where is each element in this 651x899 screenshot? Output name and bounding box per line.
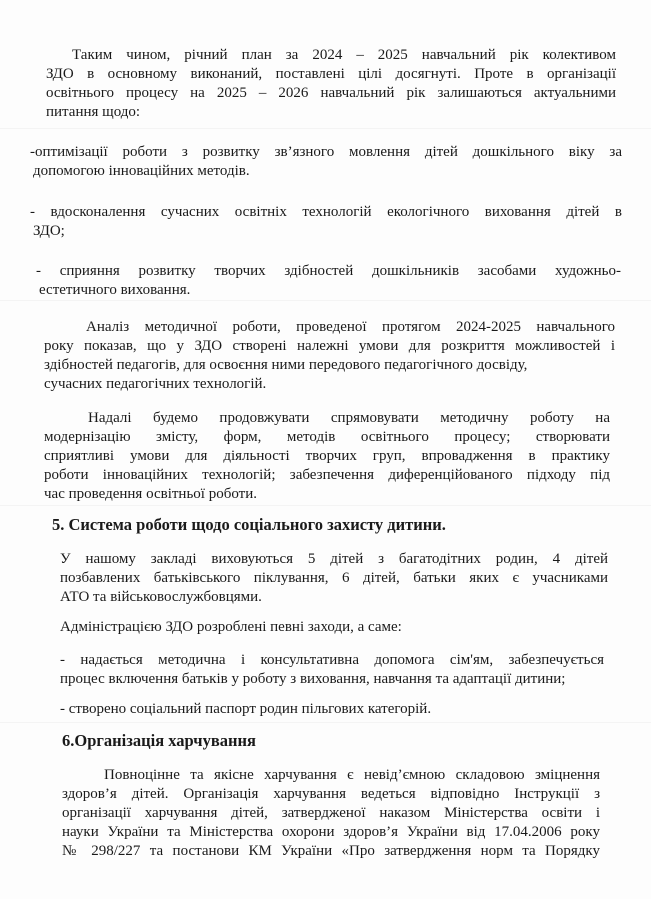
- text-line: -оптимізації роботи з розвитку зв’язного мовлення дітей дошкільного віку за: [30, 144, 622, 160]
- text-line: допомогою інноваційних методів.: [33, 163, 250, 179]
- text-line: - створено соціальний паспорт родин пільгових категорій.: [60, 701, 432, 717]
- text-line: Таким чином, річний план за 2024 – 2025 навчальний рік колективом: [72, 47, 616, 63]
- paragraph-methodical-analysis: [44, 318, 615, 394]
- scan-artifact: [0, 300, 651, 301]
- text-line: позбавлених батьківського піклування, 6 дітей, батьки яких є учасниками: [60, 570, 608, 586]
- list-item-consultation: [60, 651, 604, 689]
- paragraph-summary: [46, 46, 616, 122]
- section-heading-nutrition: 6.Організація харчування: [62, 731, 256, 750]
- text-line: АТО та військовослужбовцями.: [60, 589, 262, 605]
- paragraph-nutrition: [62, 766, 600, 861]
- text-line: Надалі будемо продовжувати спрямовувати методичну роботу на: [88, 410, 610, 426]
- text-line: - сприяння розвитку творчих здібностей дошкільників засобами художньо-: [36, 263, 621, 279]
- text-line: Аналіз методичної роботи, проведеної протягом 2024-2025 навчального: [86, 319, 615, 335]
- text-line: освітнього процесу на 2025 – 2026 навчальний рік залишаються актуальними: [46, 85, 616, 101]
- text-line: Повноцінне та якісне харчування є невід’ємною складовою зміцнення: [104, 767, 600, 783]
- text-line: ЗДО;: [33, 223, 65, 239]
- text-line: сприятливі умови для діяльності творчих груп, впровадження в практику: [44, 448, 610, 464]
- list-item-ecology: [30, 203, 622, 241]
- text-line: року показав, що у ЗДО створені належні умови для розкриття можливостей і: [44, 338, 615, 354]
- text-line: естетичного виховання.: [39, 282, 191, 298]
- text-line: У нашому закладі виховуються 5 дітей з багатодітних родин, 4 дітей: [60, 551, 608, 567]
- paragraph-children-categories: [60, 550, 608, 607]
- text-line: ЗДО в основному виконаний, поставлені цілі досягнуті. Проте в організації: [46, 66, 616, 82]
- scan-artifact: [0, 722, 651, 723]
- text-line: модернізацію змісту, форм, методів освітнього процесу; створювати: [44, 429, 610, 445]
- text-line: - надається методична і консультативна допомога сім'ям, забезпечується: [60, 652, 604, 668]
- text-line: № 298/227 та постанови КМ України «Про затвердження норм та Порядку: [62, 843, 600, 859]
- text-line: здібностей педагогів, для освоєння ними передового педагогічного досвіду,: [44, 357, 528, 373]
- section-heading-social-protection: 5. Система роботи щодо соціального захисту дитини.: [52, 515, 446, 534]
- text-line: здоров’я дітей. Організація харчування ведеться відповідно Інструкції з: [62, 786, 600, 802]
- text-line: організації харчування дітей, затвердженої наказом Міністерства освіти і: [62, 805, 600, 821]
- paragraph-future-plans: [44, 409, 610, 504]
- text-line: питання щодо:: [46, 104, 141, 120]
- list-item-creativity: [36, 262, 621, 300]
- paragraph-admin-measures: [60, 618, 608, 637]
- scan-artifact: [0, 505, 651, 506]
- text-line: роботи інноваційних технологій; забезпечення диференційованого підходу під: [44, 467, 610, 483]
- text-line: час проведення освітньої роботи.: [44, 486, 257, 502]
- list-item-speech: [30, 143, 622, 181]
- text-line: - вдосконалення сучасних освітніх технологій екологічного виховання дітей в: [30, 204, 622, 220]
- list-item-social-passport: [60, 700, 608, 719]
- text-line: сучасних педагогічних технологій.: [44, 376, 267, 392]
- text-line: науки України та Міністерства охорони здоров’я України від 17.04.2006 року: [62, 824, 600, 840]
- text-line: процес включення батьків у роботу з виховання, навчання та адаптації дитини;: [60, 671, 566, 687]
- scan-artifact: [0, 128, 651, 129]
- text-line: Адміністрацією ЗДО розроблені певні заходи, а саме:: [60, 619, 402, 635]
